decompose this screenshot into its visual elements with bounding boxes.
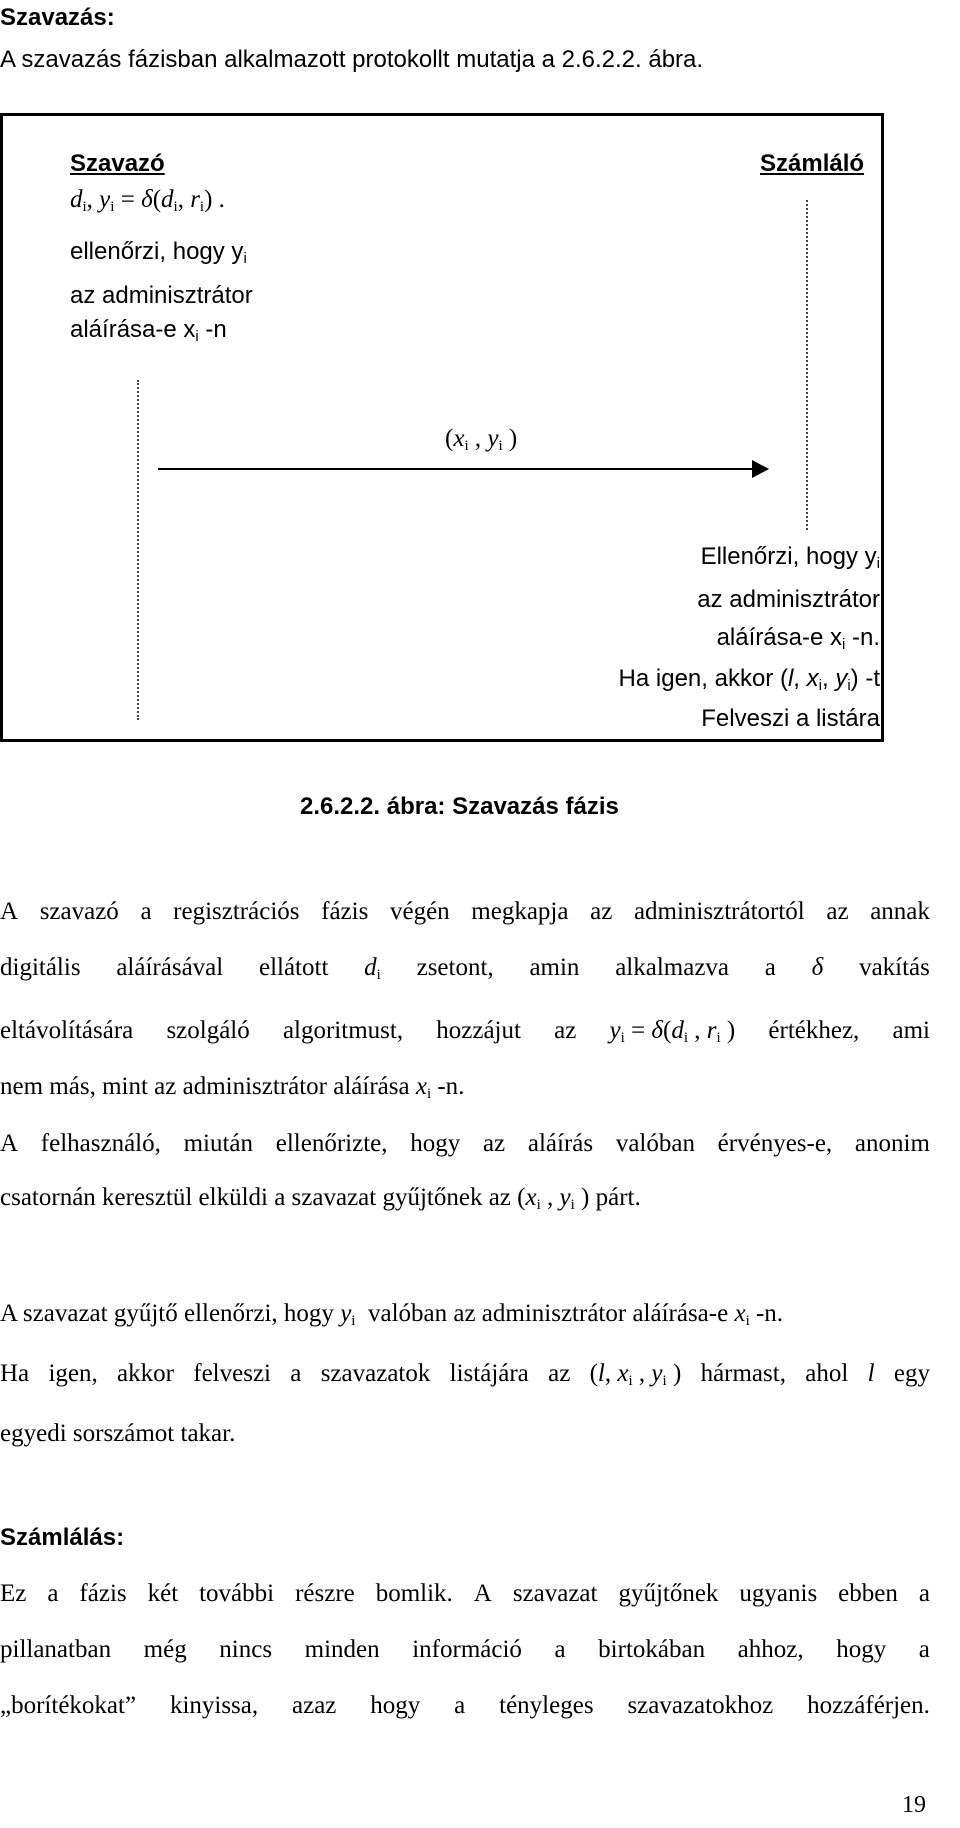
paragraph1-line2: digitális aláírásával ellátott $d_i$ zsetont, amin alkalmazva a δ vakítás (0, 954, 930, 983)
page-number: 19 (902, 1792, 926, 1818)
paragraph3-line2: Ha igen, akkor felveszi a szavazatok listájára az (l, $x_i$ , $y_i$ ) hármast, ahol l egy (0, 1360, 930, 1389)
voter-title: Szavazó (70, 150, 165, 177)
paragraph2-line2: csatornán keresztül elküldi a szavazat gyűjtőnek az ($x_i$ , $y_i$ ) párt. (0, 1184, 641, 1213)
paragraph1-line4: nem más, mint az adminisztrátor aláírása $x_i$ -n. (0, 1073, 465, 1102)
voter-check-line2: az adminisztrátor (70, 282, 253, 309)
voter-formula: $d_i$, $y_i = \delta(d_i$, $r_i$) . (70, 186, 225, 215)
counter-line5: Felveszi a listára (701, 705, 880, 732)
counter-title: Számláló (760, 150, 865, 177)
paragraph1-line1: A szavazó a regisztrációs fázis végén megkapja az adminisztrátortól az annak (0, 898, 930, 925)
intro-text: A szavazás fázisban alkalmazott protokollt mutatja a 2.6.2.2. ábra. (0, 46, 704, 73)
voter-check-line1: ellenőrzi, hogy $y_i$ (70, 238, 247, 267)
figure-caption: 2.6.2.2. ábra: Szavazás fázis (300, 793, 619, 820)
paragraph1-line3: eltávolítására szolgáló algoritmust, hozzájut az $y_i = \delta(d_i$ , $r_i$ ) értékhez, ami (0, 1017, 930, 1046)
voter-lifeline (137, 380, 139, 720)
counter-lifeline (806, 200, 808, 530)
counter-line2: az adminisztrátor (697, 586, 880, 613)
voter-check-line3: aláírása-e $x_i$ -n (70, 316, 227, 345)
section-title-szamlalas: Számlálás: (0, 1524, 125, 1551)
counter-line3: aláírása-e $x_i$ -n. (716, 624, 880, 653)
paragraph2-line1: A felhasználó, miután ellenőrizte, hogy az aláírás valóban érvényes-e, anonim (0, 1130, 930, 1157)
paragraph4-line2: pillanatban még nincs minden információ a birtokában ahhoz, hogy a (0, 1636, 930, 1663)
counter-line4: Ha igen, akkor (l, $x_i$, $y_i$) -t (618, 665, 880, 694)
message-label: ($x_i$ , $y_i$ ) (445, 425, 518, 454)
arrow-head-icon (752, 460, 769, 478)
paragraph4-line1: Ez a fázis két további részre bomlik. A szavazat gyűjtőnek ugyanis ebben a (0, 1580, 930, 1607)
paragraph4-line3: „borítékokat” kinyissa, azaz hogy a tényleges szavazatokhoz hozzáférjen. (0, 1692, 930, 1719)
section-title-szavazas: Szavazás: (0, 4, 115, 31)
counter-line1: Ellenőrzi, hogy $y_i$ (700, 543, 880, 572)
message-arrow-line (158, 468, 754, 470)
paragraph3-line3: egyedi sorszámot takar. (0, 1420, 236, 1447)
paragraph3-line1: A szavazat gyűjtő ellenőrzi, hogy $y_i$ valóban az adminisztrátor aláírása-e $x_i$ -n. (0, 1300, 784, 1329)
